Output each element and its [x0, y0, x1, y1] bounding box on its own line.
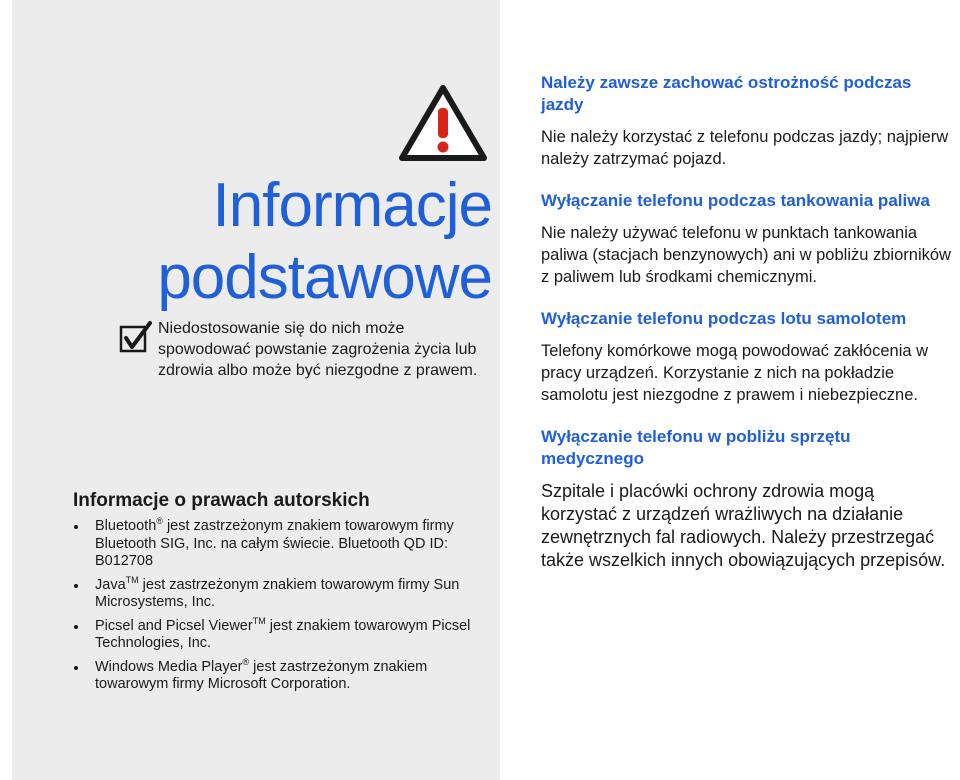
section-heading: Wyłączanie telefonu w pobliżu sprzętu medycznego [541, 427, 851, 468]
section-body: Szpitale i placówki ochrony zdrowia mogą korzystać z urządzeń wrażliwych na działanie zewnętrznych fal radiowych. Należy przestrzegać także wszelkich innych obowiązujących przepisów. [541, 481, 946, 570]
section-heading: Wyłączanie telefonu podczas tankowania paliwa [541, 191, 930, 210]
copyright-item-windows-media-player [72, 656, 472, 694]
copyright-item-picsel [72, 615, 472, 653]
section-body: Nie należy korzystać z telefonu podczas jazdy; najpierw należy zatrzymać pojazd. [541, 128, 949, 168]
copyright-list [72, 518, 472, 700]
section-driving [541, 72, 953, 170]
section-body: Telefony komórkowe mogą powodować zakłócenia w pracy urządzeń. Korzystanie z nich na pokładzie samolotu jest niezgodne z prawem i niebezpieczne. [541, 342, 929, 404]
section-body: Nie należy używać telefonu w punktach tankowania paliwa (stacjach benzynowych) ani w pobliżu zbiorników z paliwem lub środkami chemicznymi. [541, 224, 951, 286]
page-title-line1: Informacje [212, 171, 492, 240]
trademark-name: Java [95, 576, 126, 593]
trademark-text: jest znakiem towarowym Picsel Technologies, Inc. [95, 617, 471, 651]
page-title-line2: podstawowe [157, 243, 492, 312]
page-title [100, 170, 492, 314]
section-medical-equipment [541, 426, 953, 572]
trademark-name: Bluetooth [95, 518, 157, 534]
section-heading: Należy zawsze zachować ostrożność podczas jazdy [541, 73, 912, 114]
trademark-text: jest zastrzeżonym znakiem towarowym firmy Sun Microsystems, Inc. [95, 576, 460, 610]
safety-sections [541, 72, 953, 592]
trademark-name: Picsel and Picsel Viewer [95, 617, 253, 634]
safety-warning-notice: Niedostosowanie się do nich może spowodować powstanie zagrożenia życia lub zdrowia albo może być niezgodne z prawem. [158, 320, 478, 379]
copyright-item-java [72, 574, 472, 612]
warning-icon [398, 84, 488, 162]
section-refueling [541, 190, 953, 288]
trademark-name: Windows Media Player [95, 658, 243, 675]
checkbox-checked-icon [118, 320, 154, 356]
trademark-mark: TM [252, 615, 266, 626]
trademark-text: jest zastrzeżonym znakiem towarowym firmy Microsoft Corporation. [95, 658, 428, 692]
trademark-mark: TM [125, 574, 139, 585]
section-aircraft [541, 308, 953, 406]
copyright-heading: Informacje o prawach autorskich [73, 490, 370, 511]
copyright-item-bluetooth [72, 518, 472, 571]
trademark-mark: ® [242, 656, 250, 667]
trademark-text: jest zastrzeżonym znakiem towarowym firmy Bluetooth SIG, Inc. na całym świecie. Bluetooth QD ID: B012708 [95, 518, 454, 569]
trademark-mark: ® [156, 516, 163, 527]
section-heading: Wyłączanie telefonu podczas lotu samolotem [541, 309, 907, 328]
